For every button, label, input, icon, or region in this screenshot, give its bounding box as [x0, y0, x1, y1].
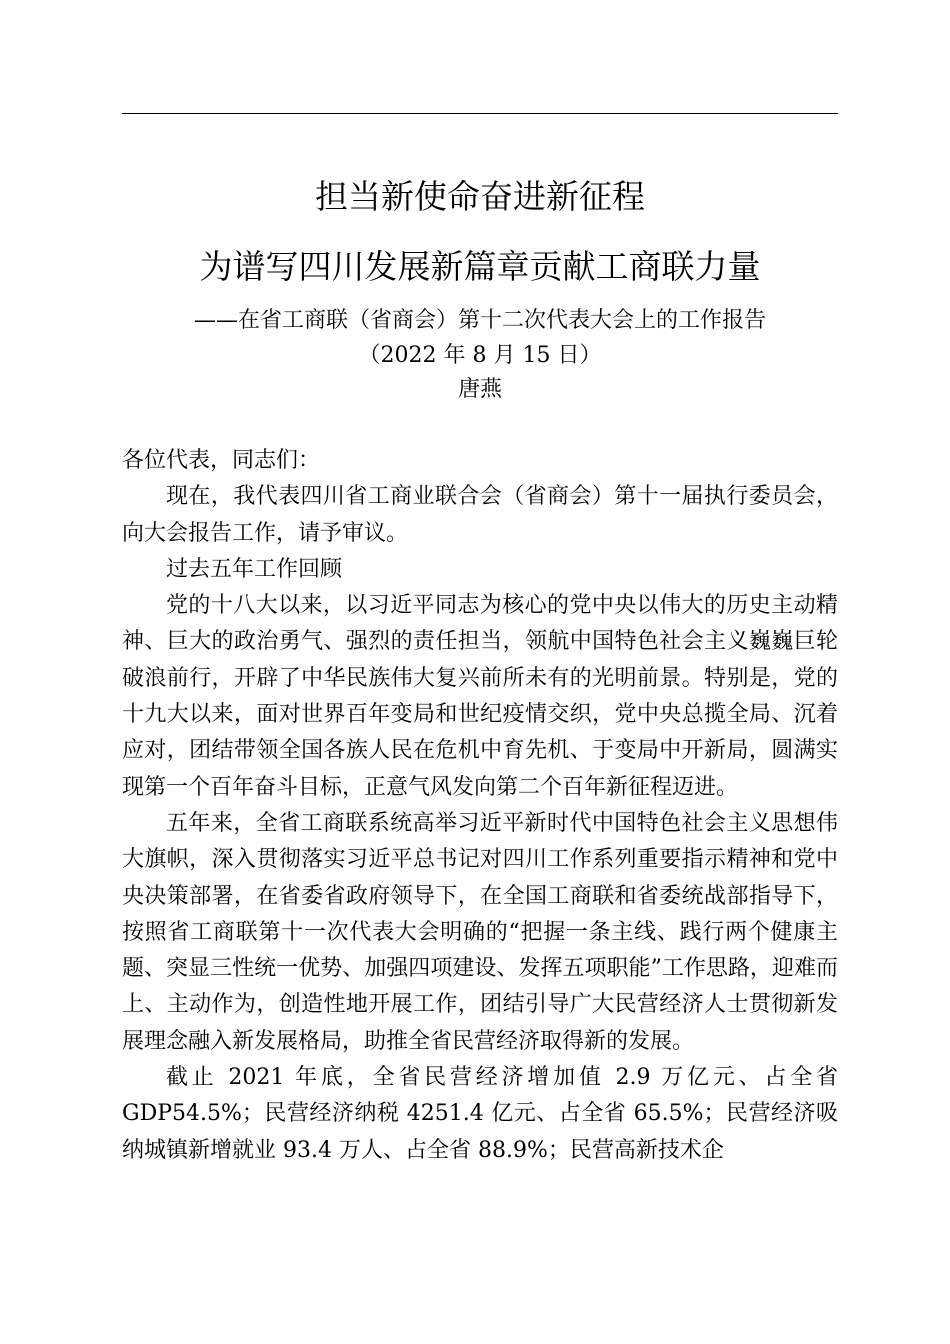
- section-heading: 过去五年工作回顾: [166, 556, 343, 582]
- report-date: （2022 年 8 月 15 日）: [358, 343, 602, 368]
- report-body: [122, 443, 838, 1169]
- title-line-2: 为谱写四川发展新篇章贡献工商联力量: [199, 247, 761, 286]
- report-header: [122, 0, 838, 420]
- title-line-1: 担当新使命奋进新征程: [315, 177, 645, 216]
- paragraph-party-context: 党的十八大以来，以习近平同志为核心的党中央以伟大的历史主动精神、巨大的政治勇气、强烈的责任担当，领航中国特色社会主义巍巍巨轮破浪前行，开辟了中华民族伟大复兴前所未有的光明前景。特别是，党的十九大以来，面对世界百年变局和世纪疫情交织，党中央总揽全局、沉着应对，团结带领全国各族人民在危机中育先机、于变局中开新局，圆满实现第一个百年奋斗目标，正意气风发向第二个百年新征程迈进。: [122, 593, 838, 800]
- author-name: 唐燕: [457, 377, 502, 402]
- salutation: 各位代表，同志们：: [122, 448, 321, 473]
- paragraph-five-years: 五年来，全省工商联系统高举习近平新时代中国特色社会主义思想伟大旗帜，深入贯彻落实习近平总书记对四川工作系列重要指示精神和党中央决策部署，在省委省政府领导下，在全国工商联和省委统战部指导下，按照省工商联第十一次代表大会明确的“把握一条主线、践行两个健康主题、突显三性统一优势、加强四项建设、发挥五项职能”工作思路，迎难而上、主动作为，创造性地开展工作，团结引导广大民营经济人士贯彻新发展理念融入新发展格局，助推全省民营经济取得新的发展。: [122, 810, 838, 1054]
- paragraph-statistics: 截止 2021 年底，全省民营经济增加值 2.9 万亿元、占全省 GDP54.5%；民营经济纳税 4251.4 亿元、占全省 65.5%；民营经济吸纳城镇新增就业 93.4 万人、占全省 88.9%；民营高新技术企: [122, 1065, 838, 1163]
- subtitle: ——在省工商联（省商会）第十二次代表大会上的工作报告: [193, 308, 766, 333]
- paragraph-opening: 现在，我代表四川省工商业联合会（省商会）第十一届执行委员会，向大会报告工作，请予审议。: [122, 484, 838, 546]
